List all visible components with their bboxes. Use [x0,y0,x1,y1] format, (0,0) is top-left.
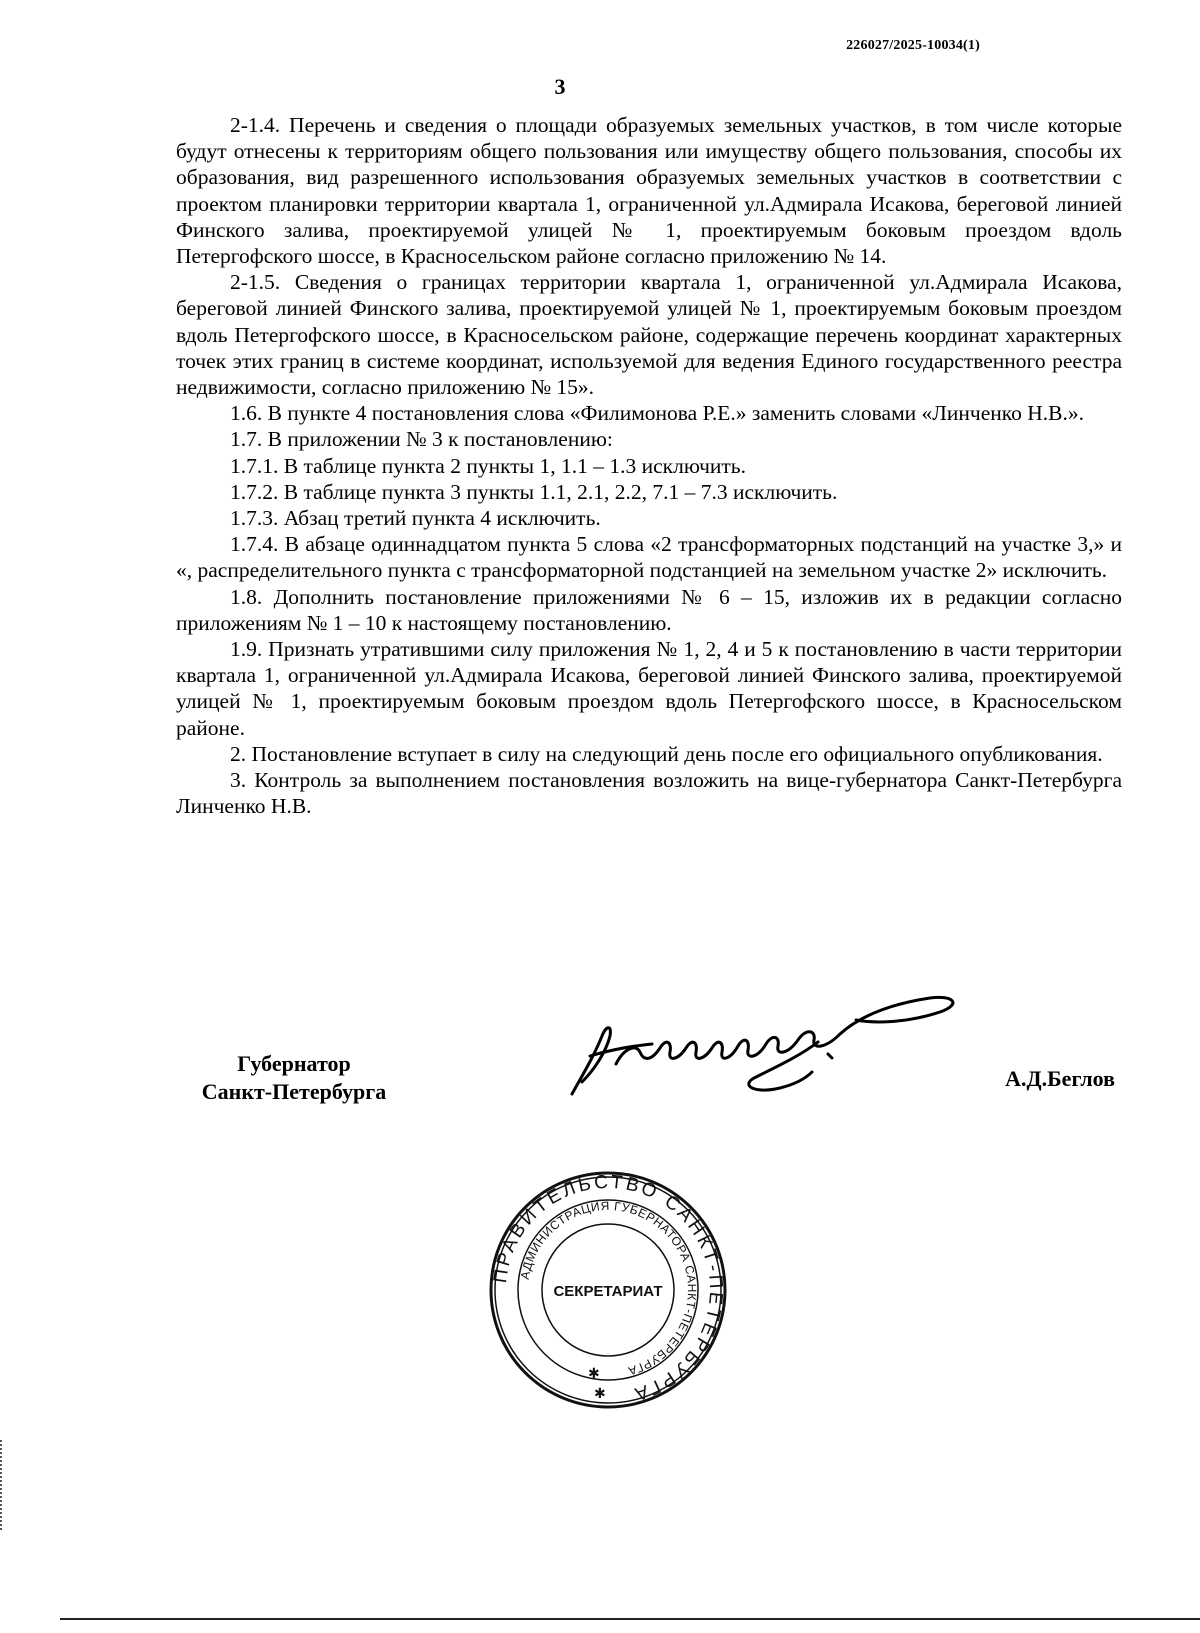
paragraph-2-1-5: 2-1.5. Сведения о границах территории квартала 1, ограниченной ул.Адмирала Исакова, береговой линией Финского залива, проектируемой улицей № 1, проектируемым боковым проездом вдоль Петергофского шоссе, в Красносельском районе, содержащие перечень координат характерных точек этих границ в системе координат, используемой для ведения Единого государственного реестра недвижимости, согласно приложению № 15». [176,270,1122,400]
svg-text:✱: ✱ [588,1366,600,1382]
stamp-stars-icon [588,1366,606,1402]
paragraph-2: 2. Постановление вступает в силу на следующий день после его официального опубликования. [230,741,1103,766]
document-number: 226027/2025-10034(1) [846,38,980,53]
paragraph-1-7: 1.7. В приложении № 3 к постановлению: [230,427,613,452]
scan-bottom-line [60,1618,1200,1620]
paragraph-1-7-3: 1.7.3. Абзац третий пункта 4 исключить. [230,506,601,531]
governor-title-line2: Санкт-Петербурга [201,1079,387,1104]
stamp-outer-text: ПРАВИТЕЛЬСТВО САНКТ-ПЕТЕРБУРГА [490,1171,727,1405]
paragraph-1-9: 1.9. Признать утратившими силу приложения № 1, 2, 4 и 5 к постановлению в части территории квартала 1, ограниченной ул.Адмирала Исакова, береговой линией Финского залива, проектируемой улицей № 1, проектируемым боковым проездом вдоль Петергофского шоссе, в Красносельском районе. [176,637,1122,740]
governor-title [174,1050,414,1106]
paragraph-2-1-4: 2-1.4. Перечень и сведения о площади образуемых земельных участков, в том числе которые будут отнесены к территориям общего пользования или имуществу общего пользования, способы их образования, вид разрешенного использования образуемых земельных участков в соответствии с проектом планировки территории квартала 1, ограниченной ул.Адмирала Исакова, береговой линией Финского залива, проектируемой улицей № 1, проектируемым боковым проездом вдоль Петергофского шоссе, в Красносельском районе согласно приложению № 14. [176,113,1122,269]
stamp-center-text: СЕКРЕТАРИАТ [553,1283,663,1300]
stamp-inner-text: АДМИНИСТРАЦИЯ ГУБЕРНАТОРА САНКТ-ПЕТЕРБУРГА [517,1198,700,1379]
paragraph-1-6: 1.6. В пункте 4 постановления слова «Филимонова Р.Е.» заменить словами «Линченко Н.В.». [230,401,1084,426]
paragraph-1-8: 1.8. Дополнить постановление приложениями № 6 – 15, изложив их в редакции согласно приложениям № 1 – 10 к настоящему постановлению. [176,584,1122,635]
paragraph-1-7-4: 1.7.4. В абзаце одиннадцатом пункта 5 слова «2 трансформаторных подстанций на участке 3,» и «, распределительного пункта с трансформаторной подстанцией на земельном участке 2» исключить. [176,532,1122,583]
paragraph-3: 3. Контроль за выполнением постановления возложить на вице-губернатора Санкт-Петербурга Линченко Н.В. [176,768,1122,819]
governor-title-line1: Губернатор [237,1051,351,1076]
paragraph-1-7-1: 1.7.1. В таблице пункта 2 пункты 1, 1.1 – 1.3 исключить. [230,453,746,478]
official-stamp [488,1170,728,1410]
svg-text:✱: ✱ [594,1386,606,1402]
scan-edge-mark [0,1440,6,1530]
paragraph-1-7-2: 1.7.2. В таблице пункта 3 пункты 1.1, 2.1, 2.2, 7.1 – 7.3 исключить. [230,479,838,504]
document-body [176,112,1122,819]
handwritten-signature [560,990,1000,1120]
governor-name: А.Д.Беглов [1005,1066,1115,1091]
page-number: 3 [554,74,566,99]
